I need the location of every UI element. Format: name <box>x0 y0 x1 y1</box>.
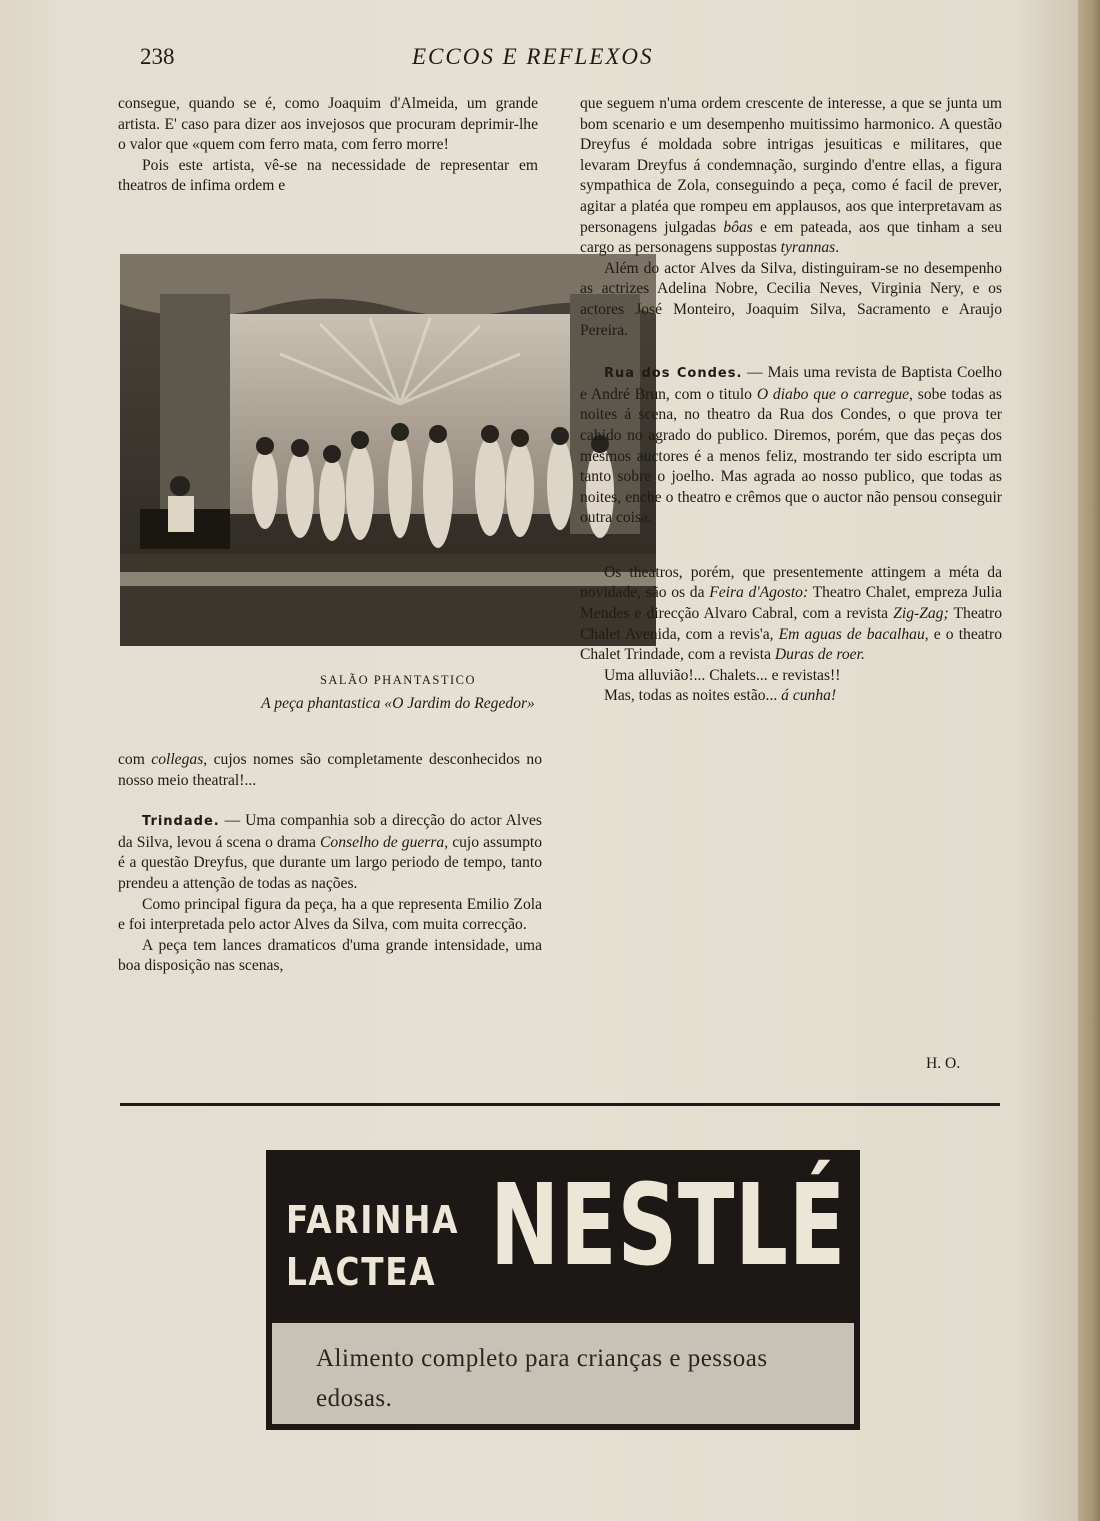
left-column-top <box>118 94 538 197</box>
running-header: ECCOS E REFLEXOS <box>412 44 654 69</box>
ad-brand-logo: NESTLÉ <box>490 1161 847 1291</box>
paragraph: Pois este artista, vê-se na necessidade de representar em theatros de infima ordem e <box>118 156 538 195</box>
paragraph: Os theatros, porém, que presentemente attingem a méta da novidade, são os da Feira d'Agosto: Theatro Chalet, empreza Julia Mendes e direcção Alvaro Cabral, com a revista Zig-Zag; Theatro Chalet Avenida, com a revis'a, Em aguas de bacalhau, e o theatro Chalet Trindade, com a revista Duras de roer. <box>580 563 1002 664</box>
stage-photo-image <box>120 254 656 646</box>
ad-tagline: Alimento completo para crianças e pessoas edosas. <box>316 1345 768 1412</box>
photo-caption-title: SALÃO PHANTASTICO <box>319 673 477 687</box>
book-spine <box>1078 0 1100 1521</box>
paragraph: Mas, todas as noites estão... á cunha! <box>604 687 837 705</box>
paragraph: Além do actor Alves da Silva, distinguiram-se no desempenho as actrizes Adelina Nobre, Cecilia Neves, Virginia Nery, e os actores José Monteiro, Joaquim Silva, Sacramento e Araujo Pereira. <box>580 259 1002 339</box>
left-column-bottom <box>118 750 542 977</box>
section-heading: Rua dos Condes. <box>604 366 743 382</box>
nestle-advertisement <box>266 1150 860 1430</box>
right-column <box>580 94 1002 707</box>
stage-photograph <box>120 254 656 646</box>
section-trindade: Trindade. — Uma companhia sob a direcção do actor Alves da Silva, levou á scena o drama Conselho de guerra, cujo assumpto é a questão Dreyfus, que durante um largo periodo de tempo, tanto prendeu a attenção de todas as nações. <box>118 812 543 892</box>
section-heading: Trindade. <box>142 814 220 830</box>
ad-tagline-panel <box>272 1323 854 1424</box>
author-signature: H. O. <box>926 1055 961 1072</box>
paragraph: Uma alluvião!... Chalets... e revistas!! <box>604 666 841 684</box>
paragraph-continuation: com collegas, cujos nomes são completamente desconhecidos no nosso meio theatral!... <box>118 751 542 789</box>
paragraph: que seguem n'uma ordem crescente de interesse, a que se junta um bom scenario e um desempenho muitissimo harmonico. A questão Dreyfus é moldada sobre intrigas jesuiticas e militares, que levaram Dreyfus á condemnação, surgindo d'entre ellas, a figura sympathica de Zola, conseguindo a peça, como é facil de prever, agitar a platéa que rompeu em applausos, aos que interpretavam as personagens julgadas bôas e em pateada, aos que tinham a seu cargo as personagens suppostas tyrannas. <box>580 95 1002 257</box>
photo-caption: A peça phantastica «O Jardim do Regedor» <box>261 695 535 712</box>
paragraph: A peça tem lances dramaticos d'uma grande intensidade, uma boa disposição nas scenas, <box>118 936 542 975</box>
page-number: 238 <box>140 44 175 69</box>
ad-product-name: FARINHA LACTEA <box>286 1198 460 1294</box>
paragraph: Como principal figura da peça, ha a que representa Emilio Zola e foi interpretada pelo actor Alves da Silva, com muita correcção. <box>118 895 542 934</box>
section-rua-dos-condes: Rua dos Condes. — Mais uma revista de Baptista Coelho e André Brun, com o titulo O diabo que o carregue, sobe todas as noites á scena, no theatro da Rua dos Condes, o que prova ter cahido no agrado do publico. Diremos, porém, que das peças dos mesmos auctores é a menos feliz, mostrando ter sido escripta um tanto sobre o joelho. Mas agrada ao nosso publico, que todas as noites, enche o theatro e crêmos que o auctor não pensou conseguir outra coisa. <box>580 364 1003 527</box>
paragraph: consegue, quando se é, como Joaquim d'Almeida, um grande artista. E' caso para dizer aos invejosos que procuram deprimir-lhe o valor que «quem com ferro mata, com ferro morre! <box>118 95 538 154</box>
horizontal-rule <box>120 1103 1000 1106</box>
